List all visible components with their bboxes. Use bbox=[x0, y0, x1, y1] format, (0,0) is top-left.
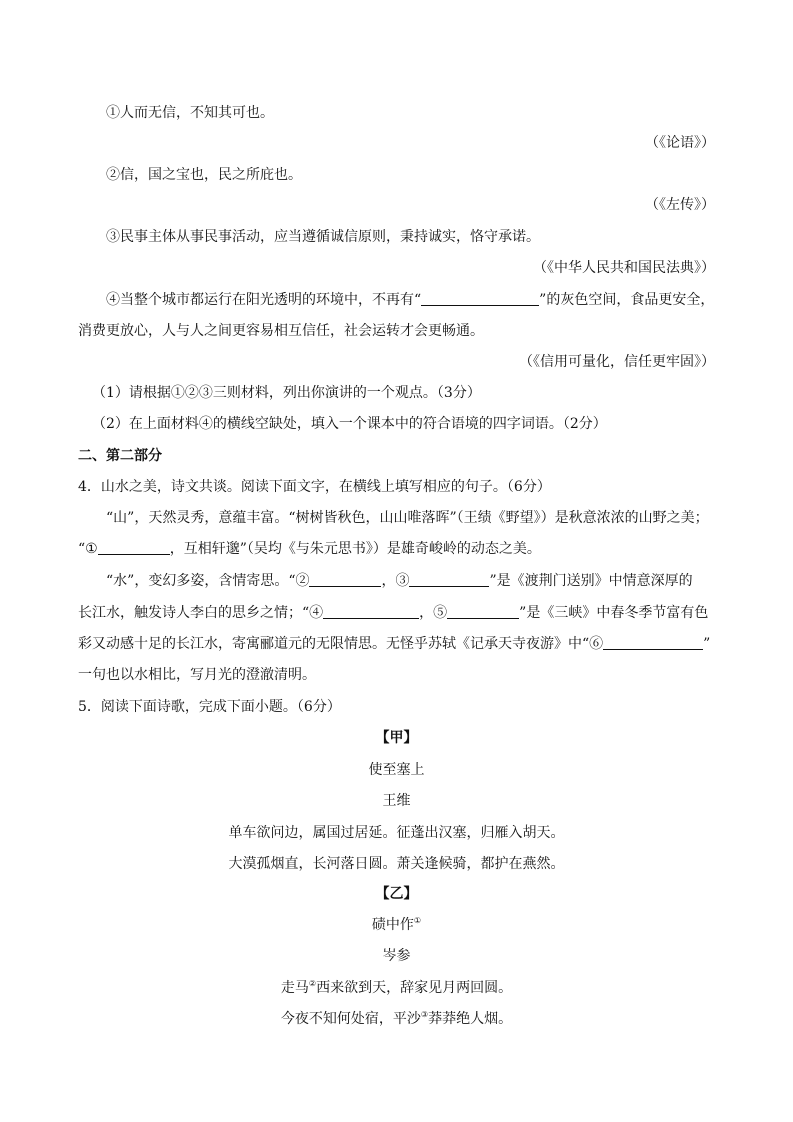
material-3-source: （《中华人民共和国民法典》） bbox=[533, 260, 715, 276]
material-4-line1: ④当整个城市都运行在阳光透明的环境中，不再有“ ”的灰色空间，食品更安全， bbox=[106, 292, 715, 308]
poem-label-yi: 【乙】 bbox=[375, 886, 418, 902]
blank-5[interactable] bbox=[447, 604, 519, 619]
material-1: ①人而无信，不知其可也。 bbox=[106, 105, 274, 121]
footnote-1-marker: ① bbox=[413, 916, 422, 925]
poem-2-line2: 今夜不知何处宿，平沙③莽莽绝人烟。 bbox=[280, 1010, 513, 1027]
material-3: ③民事主体从事民事活动，应当遵循诚信原则，秉持诚实，恪守承诺。 bbox=[106, 229, 540, 245]
question-2: （2）在上面材料④的横线空缺处，填入一个课本中的符合语境的四字词语。（2分） bbox=[92, 416, 607, 432]
blank-4[interactable] bbox=[323, 604, 419, 619]
material-2: ②信，国之宝也，民之所庇也。 bbox=[106, 167, 302, 183]
q4-p2-line1: “水”，变幻多姿，含情寄思。“② ，③ ”是《渡荆门送别》中情意深厚的 bbox=[106, 573, 693, 589]
footnote-2-marker: ② bbox=[308, 979, 317, 988]
poem-1-line2: 大漠孤烟直，长河落日圆。萧关逢候骑，都护在燕然。 bbox=[228, 856, 565, 872]
material-4-blank[interactable] bbox=[421, 291, 539, 306]
q4-p2-line4: 一句也以水相比，写月光的澄澈清明。 bbox=[78, 667, 316, 683]
poem-2-author: 岑参 bbox=[382, 948, 411, 964]
blank-2[interactable] bbox=[309, 572, 381, 587]
material-1-source: （《论语》） bbox=[645, 135, 715, 151]
q4-p1-line2: “① ，互相轩邈”（吴均《与朱元思书》）是雄奇峻岭的动态之美。 bbox=[78, 541, 541, 557]
poem-1-author: 王维 bbox=[382, 793, 411, 809]
q5-stem: 5．阅读下面诗歌，完成下面小题。（6分） bbox=[78, 699, 341, 715]
material-2-source: （《左传》） bbox=[645, 197, 715, 213]
poem-label-jia: 【甲】 bbox=[375, 730, 418, 746]
material-4-line2: 消费更放心，人与人之间更容易相互信任，社会运转才会更畅通。 bbox=[78, 323, 484, 339]
poem-1-title: 使至塞上 bbox=[368, 762, 425, 778]
q4-stem: 4．山水之美，诗文共谈。阅读下面文字，在横线上填写相应的句子。（6分） bbox=[78, 479, 551, 495]
blank-1[interactable] bbox=[98, 540, 170, 555]
blank-6[interactable] bbox=[603, 635, 703, 650]
q4-p1-line1: “山”，天然灵秀，意蕴丰富。“树树皆秋色，山山唯落晖”（王绩《野望》）是秋意浓浓的山野之美； bbox=[106, 510, 709, 526]
poem-1-line1: 单车欲问边，属国过居延。征蓬出汉塞，归雁入胡天。 bbox=[228, 825, 565, 841]
q4-p2-line3: 彩又动感十足的长江水，寄寓郦道元的无限情思。无怪乎苏轼《记承天寺夜游》中“⑥ ” bbox=[78, 636, 711, 652]
question-1: （1）请根据①②③三则材料，列出你演讲的一个观点。（3分） bbox=[92, 385, 481, 401]
footnote-3-marker: ③ bbox=[420, 1010, 429, 1019]
blank-3[interactable] bbox=[409, 572, 489, 587]
q4-p2-line2: 长江水，触发诗人李白的思乡之情；“④ ，⑤ ”是《三峡》中春冬季节富有色 bbox=[78, 605, 709, 621]
section-2-title: 二、第二部分 bbox=[78, 448, 162, 464]
poem-2-line1: 走马②西来欲到天，辞家见月两回圆。 bbox=[280, 979, 513, 996]
material-4-source: （《信用可量化，信任更牢固》） bbox=[519, 354, 715, 370]
poem-2-title: 碛中作① bbox=[371, 916, 422, 933]
